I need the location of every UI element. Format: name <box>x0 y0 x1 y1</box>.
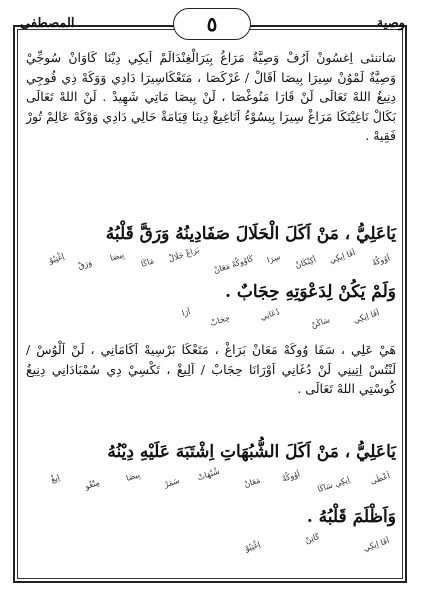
gloss: كَاتِنْ <box>304 531 322 546</box>
gloss: دُعَانِي <box>259 307 281 322</box>
gloss: كَاوُوكُهْ مَعَانْ <box>212 253 255 276</box>
gloss-row-1 <box>30 245 391 280</box>
hadith-2-line-2: وَاَظْلَمَ قَلْبُهُ . <box>306 507 396 527</box>
gloss-row-4 <box>30 530 390 560</box>
gloss: اِيغْ <box>50 472 62 485</box>
page-number-badge <box>173 8 251 40</box>
gloss: سِرَا <box>265 252 282 265</box>
hadith-2-line-1: يَاعَلِيُّ ، مَنْ اَكَلَ الشُّبُهَاتِ اِشْتَبَهَ عَلَيْهِ دِيْنُهُ <box>107 442 396 462</box>
gloss-row-3 <box>30 466 391 500</box>
gloss: اِغْتِيُوْ <box>47 251 66 266</box>
gloss-row-2 <box>30 306 390 336</box>
hadith-2-second-line-block <box>26 505 396 530</box>
gloss: اَفَا اِيكِي <box>352 308 381 325</box>
gloss: بَرَاعْ حَلَالْ <box>167 245 201 264</box>
gloss: اَرَا <box>180 306 192 319</box>
header-title-right: وصية <box>376 16 405 31</box>
hadith-1-block <box>26 222 396 247</box>
gloss: مَاكَا <box>139 256 156 269</box>
gloss: بِيصَا <box>124 470 142 483</box>
gloss: سَمَرْ <box>163 475 182 490</box>
header-title-left: المصطفى <box>20 16 75 31</box>
page-number: ٥ <box>206 12 218 36</box>
hadith-1-line-2: وَلَمْ يَكُنْ لِدَعْوَتِهِ حِجَابٌ . <box>225 282 396 302</box>
hadith-2-block <box>26 440 396 465</box>
explanation-1: هَيْ عَلِي ، سَفَا وُوكَهْ مَعَانْ بَرَاغْ ، مَتَعْكَا بَرْسِيهْ اَكَامَانِي ، لَنْ اَلْوُسْ / لَنْتُسْ اِتِينِي لَنْ دُغَانِي اَوْرَانَا حِجَابْ / اَلِيغْ ، تَكْسِيْ دِي سُمْبَادَانِي دِنِيغُ كُوسْتِي اللهْ تَعَالَى . <box>26 342 396 396</box>
gloss: سَاكَنْ <box>310 315 331 330</box>
intro-paragraph: سَاتنئی اِغسُونْ اَرُفْ وَصِيَّةٌ مَرَاغُ بِيَرَالْغِنْدَالَمْ اَيكِي دِيْنَا كَاوَانْ سُوجِّيْ وَصِيَّةٌ لَمْوُنْ سِيرَا بِيصَا اَقَالْ / غَرْكَصَا ، مَتَعْكَاسِيرَا دَادِي وَوَكَهْ ذِي فُوجِي دِنِيغُ اللهْ تَعَالَى لَنْ قَارَا مَنُوغْصَا ، لَنْ بِيصَا مَاتِي شَهِيدْ . لَنْ اللهْ تَعَالَى بَكَالْ نَاغِيْتَكَا مَرَاغْ سِيرَا بِيسُوْءُ اَنَاغِيغْ دِينَا قِيَامَةْ حَالِي دَادِي وَوْكَهْ عَالِمْ تُورْ فَقِيهْ . <box>26 50 396 143</box>
gloss: مَعَانْ <box>242 475 261 490</box>
gloss: اَوُوكُهْ <box>281 469 301 484</box>
gloss: اَفَا اِيكِي <box>328 248 357 265</box>
gloss: مِتْغُو <box>84 477 102 492</box>
gloss: اِغْتِيُوْ <box>243 539 262 554</box>
gloss: اِيكِي سَاكَا <box>315 475 351 494</box>
gloss: اَفَا اِيكِي <box>362 536 391 553</box>
gloss: بِيصَا <box>108 250 126 263</box>
gloss: شُبْهَاتْ <box>196 466 221 483</box>
explanation-1-block <box>26 340 396 399</box>
gloss: اَعْطَى <box>368 471 391 486</box>
hadith-1-line-1: يَاعَلِيُّ ، مَنْ اَكَلَ الْحَلَالَ صَفَادِينُهُ وَرَقَّ قَلْبُهُ <box>105 224 396 244</box>
gloss: اَكِنْكَانْ <box>293 254 317 271</box>
gloss: وَرَقْ <box>77 258 94 271</box>
gloss: حِجَابْ <box>209 313 231 328</box>
intro-paragraph-block <box>26 48 396 146</box>
gloss: اَوُوكُهْ <box>371 253 391 268</box>
hadith-1-second-line-block <box>26 280 396 305</box>
